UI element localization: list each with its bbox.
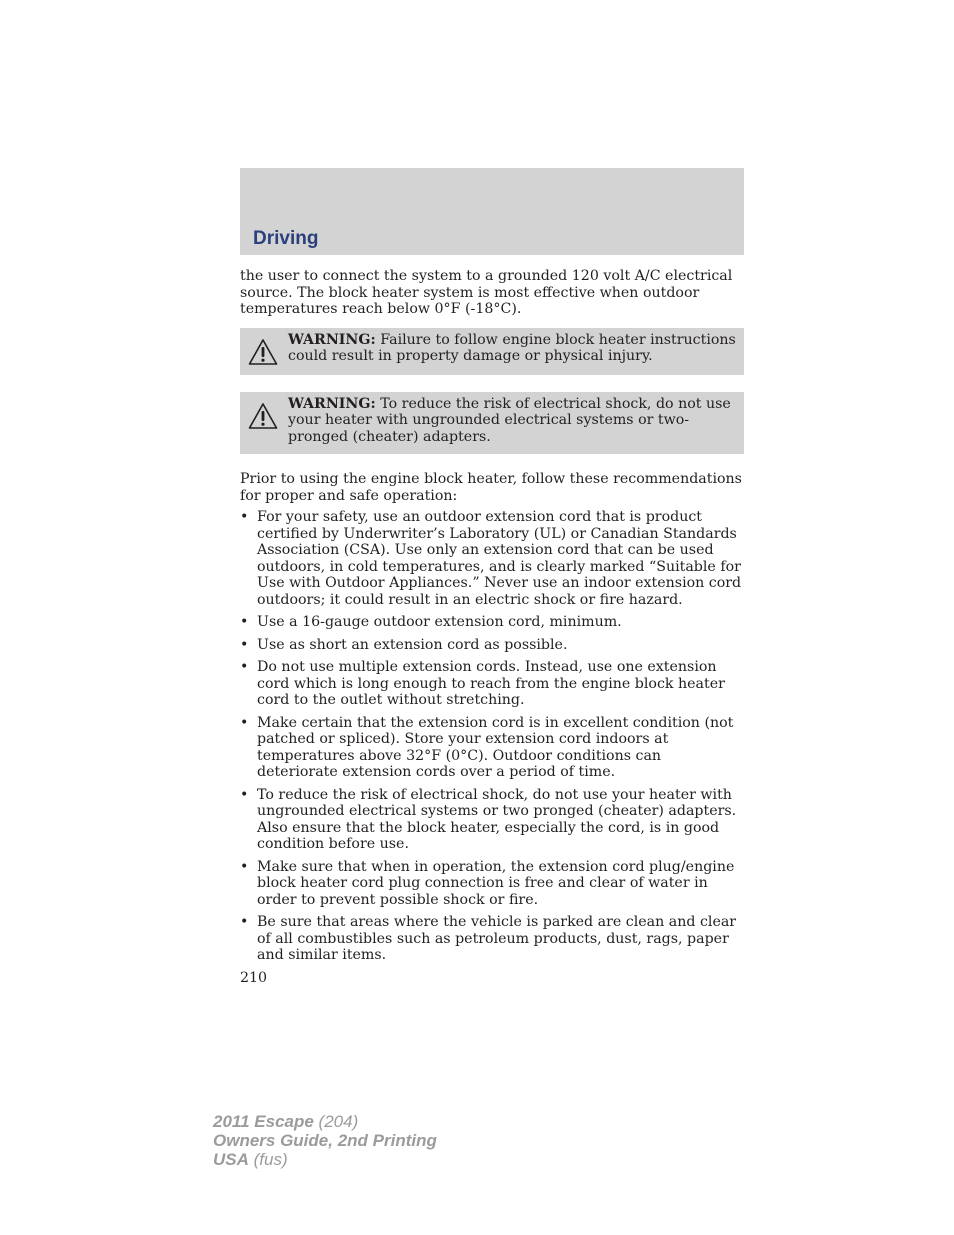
list-item [240, 859, 744, 909]
list-item-text: Use a 16-gauge outdoor extension cord, minimum. [257, 614, 622, 630]
warning-text: To reduce the risk of electrical shock, do not use your heater with ungrounded electrical systems or two-pronged (cheater) adapters. [288, 395, 731, 445]
list-item-text: For your safety, use an outdoor extension cord that is product certified by Underwriter’s Laboratory (UL) or Canadian Standards Association (CSA). Use only an extension cord that can be used outdoors, in cold temperatures, and is clearly marked “Suitable for Use with Outdoor Appliances.” Never use an indoor extension cord outdoors; it could result in an electric shock or fire hazard. [257, 509, 742, 608]
bullet: • [240, 786, 249, 803]
list-item [240, 614, 744, 631]
bullet: • [240, 614, 249, 630]
list-item-text: To reduce the risk of electrical shock, do not use your heater with ungrounded electrical systems or two pronged (cheater) adapters. Also ensure that the block heater, especially the cord, is in good condition before use. [257, 786, 737, 852]
footer-market-code: (fus) [248, 1150, 288, 1169]
bullet: • [240, 858, 249, 875]
warning-text: Failure to follow engine block heater instructions could result in property damage or physical injury. [288, 331, 736, 364]
list-item [240, 659, 744, 709]
list-item-text: Do not use multiple extension cords. Instead, use one extension cord which is long enough to reach from the engine block heater cord to the outlet without stretching. [257, 659, 725, 708]
page-number: 210 [240, 969, 268, 986]
footer-model-line [213, 1112, 437, 1131]
section-title: Driving [253, 228, 319, 249]
list-item [240, 787, 744, 853]
warning-box [240, 328, 744, 375]
list-item [240, 509, 744, 608]
footer-model-code: (204) [313, 1112, 359, 1131]
warning-label: WARNING: [288, 395, 376, 412]
footer-model: 2011 Escape [213, 1112, 314, 1131]
lead-paragraph: Prior to using the engine block heater, follow these recommendations for proper and safe operation: [240, 471, 742, 504]
bullet: • [240, 509, 249, 525]
bullet: • [240, 636, 249, 653]
intro-paragraph: the user to connect the system to a grounded 120 volt A/C electrical source. The block heater system is most effective when outdoor temperatures reach below 0°F (-18°C). [240, 268, 733, 317]
recommendations-list [240, 509, 744, 964]
document-footer [213, 1112, 437, 1169]
list-item [240, 637, 744, 654]
page-content [240, 268, 744, 986]
warning-triangle-icon [248, 338, 278, 366]
list-item-text: Make certain that the extension cord is in excellent condition (not patched or spliced). Store your extension cord indoors at temperatures above 32°F (0°C). Outdoor conditions can deteriorate extension cords over a period of time. [257, 714, 734, 780]
bullet: • [240, 659, 249, 675]
bullet: • [240, 914, 249, 930]
footer-guide: Owners Guide, 2nd Printing [213, 1131, 437, 1150]
footer-market-line [213, 1150, 437, 1169]
footer-guide-line [213, 1131, 437, 1150]
list-item-text: Use as short an extension cord as possible. [257, 636, 568, 653]
bullet: • [240, 714, 249, 731]
list-item [240, 914, 744, 964]
warning-triangle-icon [248, 402, 278, 430]
footer-market: USA [213, 1150, 249, 1169]
list-item [240, 715, 744, 781]
list-item-text: Be sure that areas where the vehicle is parked are clean and clear of all combustibles such as petroleum products, dust, rags, paper and similar items. [257, 914, 737, 963]
warning-box [240, 392, 744, 455]
warning-label: WARNING: [288, 331, 376, 348]
list-item-text: Make sure that when in operation, the extension cord plug/engine block heater cord plug connection is free and clear of water in order to prevent possible shock or fire. [257, 858, 735, 908]
